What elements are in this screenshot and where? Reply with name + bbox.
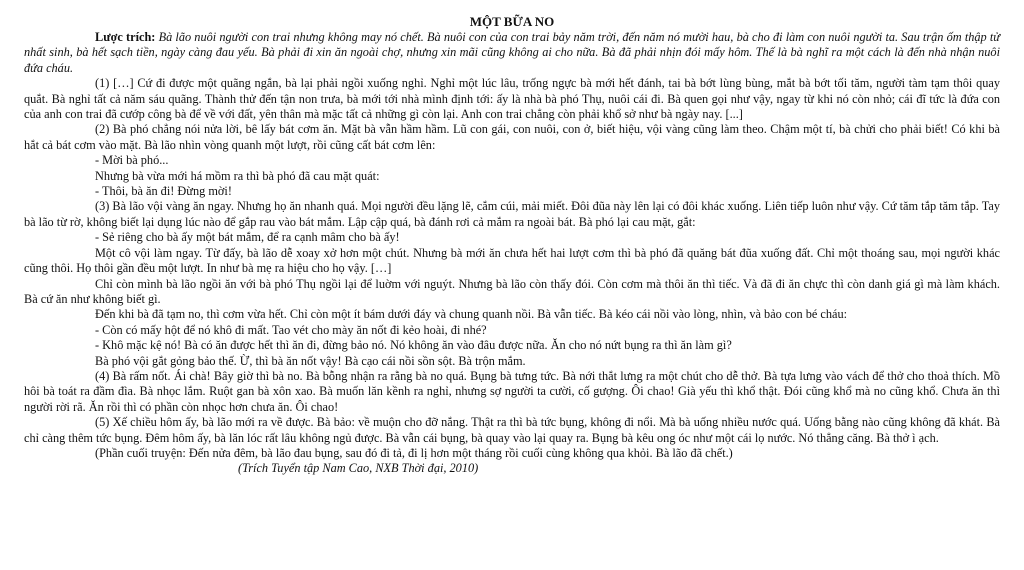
dialogue-line: - Sẻ riêng cho bà ấy một bát mắm, để ra cạnh mâm cho bà ấy!: [95, 230, 400, 245]
story-paragraph: Chỉ còn mình bà lão ngồi ăn với bà phó Thụ ngồi lại để luờm với nguýt. Nhưng bà lão còn thấy đói. Còn cơm mà thôi ăn thì tiếc. Và đã đi ăn chực thì còn danh giá gì mà làm khách. Bà cứ ăn như không biết gì.: [24, 276, 1000, 306]
story-paragraph: (5) Xế chiều hôm ấy, bà lão mới ra về được. Bà bảo: về muộn cho đỡ nắng. Thật ra thì bà tức bụng, không đi nổi. Mà bà uống nhiều nước quá. Uống bằng nào cũng không đã khát. Bà chỉ càng thêm tức bụng. Đêm hôm ấy, bà lăn lóc rất lâu không ngủ được. Bà vẫn cái bụng, bà quay vào lại quay ra. Bụng bà kêu ong óc như một cái lọ nước. Nó thẳng căng. Bà thở ì ạch.: [24, 415, 1000, 445]
summary-paragraph: [24, 30, 1000, 76]
story-paragraph: Nhưng bà vừa mới há mồm ra thì bà phó đã cau mặt quát:: [95, 168, 380, 183]
story-paragraph: (1) […] Cứ đi được một quãng ngắn, bà lại phải ngồi xuống nghỉ. Nghỉ một lúc lâu, trống ngực bà mới hết đánh, tai bà bớt lùng bùng, mắt bà bớt tối tăm, người tàm tạm thôi quay quắt. Bà nghỉ tất cả năm sáu quãng. Thành thử đến tận non trưa, bà mới tới nhà mình định tới: ấy là nhà bà phó Thụ, nuôi cái đi. Bà quen gọi như vậy, ngay từ khi nó còn nhỏ; cái đĩ tức là đứa con của anh con trai đã cướp công bà để về với đất, yên thân mà mặc tất cả những gì còn lại. Anh con trai chẳng còn phải khổ sở như bà ngày nay. [...]: [24, 76, 1000, 122]
story-paragraph: (4) Bà rấm nốt. Ái chà! Bây giờ thì bà no. Bà bỗng nhận ra rằng bà no quá. Bụng bà tưng tức. Bà nới thắt lưng ra một chút cho dễ thở. Bà tựa lưng vào vách để thở cho thoả thích. Mồ hôi bà toát ra đầm đìa. Bà nhọc lắm. Ruột gan bà xôn xao. Bà muốn lăn kềnh ra nghỉ, nhưng sợ người ta cười, cố gượng. Ôi chao! Già yếu thì khổ thật. Đói cũng khổ mà no cũng khổ. Chưa ăn thì người rời rã. Ăn rồi thì có phần còn nhọc hơn chưa ăn. Ôi chao!: [24, 368, 1000, 414]
story-paragraph: (3) Bà lão vội vàng ăn ngay. Nhưng họ ăn nhanh quá. Mọi người đều lặng lẽ, cắm cúi, mải miết. Đôi đũa này lên lại có đôi khác xuống. Liên tiếp luôn như vậy. Cứ tăm tắp tăm tắp. Tay bà lão từ rờ, không biết lại dụng lúc nào để gắp rau vào bát mắm. Lập cập quá, bà đánh rơi cả mắm ra ngoài bát. Bà phó lại cau mặt, gắt:: [24, 199, 1000, 229]
source-citation: (Trích Tuyển tập Nam Cao, NXB Thời đại, 2010): [238, 461, 479, 476]
story-paragraph: (Phần cuối truyện: Đến nửa đêm, bà lão đau bụng, sau đó đi tả, đi lị hơn một tháng rồi cuối cùng không qua khỏi. Bà lão đã chết.): [95, 445, 733, 460]
summary-text: Bà lão nuôi người con trai nhưng không may nó chết. Bà nuôi con của con trai bảy năm trời, đến năm nó mười hau, bà cho đi làm con nuôi người ta. Sau trận ốm thập tử nhất sinh, bà hết sạch tiền, ngày càng đau yếu. Bà phải đi xin ăn ngoài chợ, nhưng xin mãi cũng không ai cho nữa. Bà đã phải nhịn đói mấy hôm. Thế là bà nghĩ ra một cách là đến nhà nhận nuôi đứa cháu.: [24, 30, 1000, 75]
story-paragraph: Bà phó vội gắt gỏng bảo thế. Ừ, thì bà ăn nốt vậy! Bà cạo cái nồi sồn sột. Bà trộn mắm.: [95, 353, 526, 368]
story-paragraph: (2) Bà phó chẳng nói nửa lời, bê lấy bát cơm ăn. Mặt bà vẫn hầm hầm. Lũ con gái, con nuôi, con ở, biết hiệu, vội vàng cũng làm theo. Chậm một tí, bà chửi cho phải biết! Có khi bà hắt cả bát cơm vào mặt. Bà lão nhìn vòng quanh một lượt, rồi cũng cất bát cơm lên:: [24, 122, 1000, 152]
story-paragraph: Một cô vội làm ngay. Từ đấy, bà lão dễ xoay xở hơn một chút. Nhưng bà mới ăn chưa hết hai lượt cơm thì bà phó đã quăng bát đũa xuống đất. Chỉ một thoáng sau, mọi người khác cũng thôi. Họ thôi gần đều một lượt. In như bà mẹ ra hiệu cho họ vậy. […]: [24, 245, 1000, 276]
dialogue-line: - Còn có mấy hột để nó khô đi mất. Tao vét cho mày ăn nốt đi kẻo hoài, đi nhé?: [95, 322, 487, 337]
dialogue-line: - Thôi, bà ăn đi! Đừng mời!: [95, 184, 232, 199]
dialogue-line: - Mời bà phó...: [95, 153, 169, 168]
story-paragraph: Đến khi bà đã tạm no, thì cơm vừa hết. Chỉ còn một ít bám dưới đáy và chung quanh nồi. Bà vẫn tiếc. Bà kéo cái nồi vào lòng, nhìn, và bảo con bé cháu:: [95, 307, 848, 322]
story-excerpt: [24, 76, 1000, 461]
dialogue-line: - Khô mặc kệ nó! Bà có ăn được hết thì ăn đi, đừng bảo nó. Nó không ăn vào đâu được nữa. Ăn cho nó nứt bụng ra thì ăn làm gì?: [95, 338, 732, 353]
document-title: MỘT BỮA NO: [469, 14, 555, 29]
summary-label: Lược trích:: [95, 30, 156, 44]
